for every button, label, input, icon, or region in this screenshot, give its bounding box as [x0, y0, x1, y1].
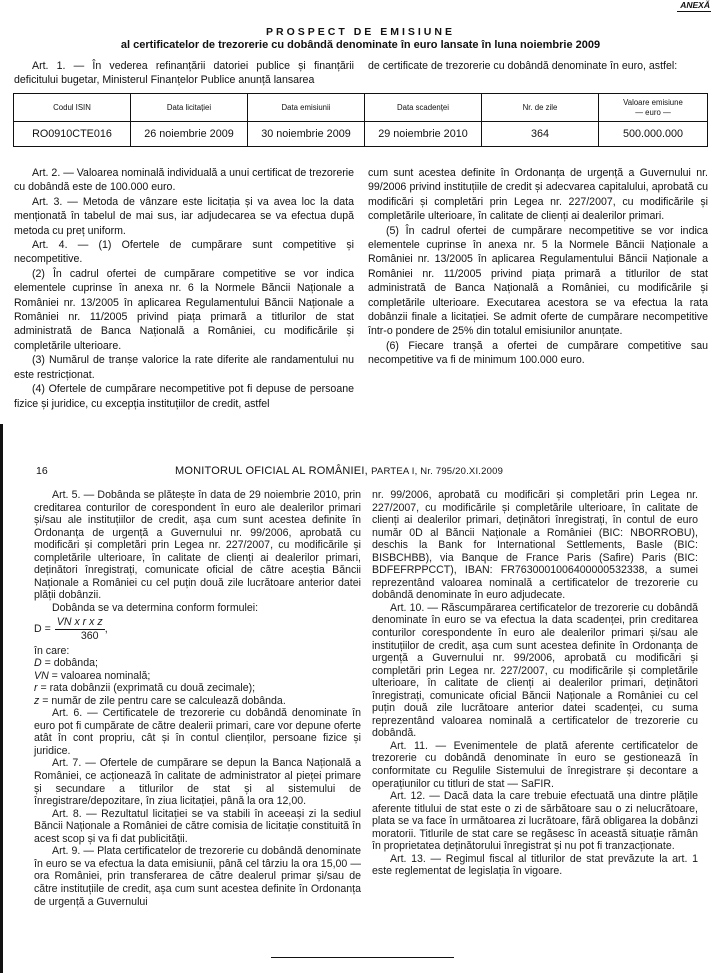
- formula-def: [34, 657, 361, 670]
- art5-paragraph: Art. 5. — Dobânda se plătește în data de 29 noiembrie 2010, prin creditarea conturilor de corespondent în euro ale dealerilor primari și/sau ale instituțiilor de credit, așa cum sunt acestea definite în Ordonanța de urgență a Guvernului nr. 99/2006, aprobată cu modificări și completări prin Legea nr. 227/2007, cu modificările și completările ulterioare, în calitate de clienți ai dealerilor primari, deținători înregistrați, comunicate oficial de către aceștia Băncii Naționale a României cu cel puțin două zile lucrătoare anterior datei plății dobânzii.: [34, 489, 361, 602]
- cell-issue-value: 500.000.000: [599, 122, 708, 147]
- formula-intro: Dobânda se va determina conform formulei:: [52, 601, 259, 614]
- cell-isin: RO0910CTE016: [14, 122, 131, 147]
- def-text: = rata dobânzii (exprimată cu două zecimale);: [37, 682, 256, 695]
- art13-paragraph: Art. 13. — Regimul fiscal al titlurilor de stat prevăzute la art. 1 este reglementat de legislația în vigoare.: [372, 852, 698, 878]
- articles-5-9-column: [34, 489, 361, 908]
- col-header-issue-value-line: Valoare emisiune: [623, 97, 683, 107]
- art10-paragraph: Art. 10. — Răscumpărarea certificatelor de trezorerie cu dobândă denominate în euro se va efectua la data scadenței, prin creditarea conturilor corespondente în euro ale dealerilor primari și/sau ale instituțiilor de credit, așa cum sunt acestea definite în Ordonanța de urgență a Guvernului nr. 99/2006, aprobată cu modificări și completări prin Legea nr. 227/2007, cu modificările și completările ulterioare, în calitate de clienți ai dealerilor primari, deținători înregistrați, comunicate oficial Băncii Naționale a României cu cel puțin două zile lucrătoare anterior datei scadenței, cu suma reprezentând valoarea nominală a certificatelor de trezorerie cu dobândă.: [372, 601, 698, 740]
- art12-paragraph: Art. 12. — Dacă data la care trebuie efectuată una dintre plățile aferente titlului de stat este o zi de sărbătoare sau o zi nelucrătoare, plata se va face în următoarea zi lucrătoare, fără obligarea la dobânzi moratorii. Titlurile de stat care se regăsesc în această situație rămân în proprietatea deținătorului înregistrat și nu pot fi tranzacționate.: [372, 790, 698, 853]
- articles-4-continued-column: [368, 166, 708, 368]
- left-margin-rule: [0, 424, 3, 973]
- art4-2-paragraph: (2) În cadrul ofertei de cumpărare competitive se vor indica elementele cuprinse în anexa nr. 6 la Normele Băncii Naționale a României nr. 13/2005 în aplicarea Regulamentului Băncii Naționale a României nr. 11/2005 privind piața primară a titlurilor de stat administrată de Banca Națională a României, cu modificările și completările ulterioare.: [14, 267, 354, 352]
- formula-numerator: VN x r x z: [56, 616, 103, 629]
- col-header-issue-date: Data emisiunii: [248, 94, 365, 122]
- art1-continuation: de certificate de trezorerie cu dobândă denominate în euro, astfel:: [368, 60, 678, 72]
- cell-issue-date: 30 noiembrie 2009: [248, 122, 365, 147]
- journal-issue: PARTEA I, Nr. 795/20.XI.2009: [371, 466, 504, 477]
- issue-table: [13, 93, 708, 147]
- def-text: = număr de zile pentru care se calculează dobânda.: [39, 694, 286, 707]
- art1-text: Art. 1. — În vederea refinanțării datoriei publice și finanțării deficitului bugetar, Ministerul Finanțelor Publice anunță lansarea: [14, 60, 354, 87]
- art1-left-column: [14, 59, 354, 88]
- art3-paragraph: Art. 3. — Metoda de vânzare este licitația și va avea loc la data menționată în tabelul de mai sus, iar adjudecarea se va efectua după metoda cu preț uniform.: [14, 195, 354, 237]
- annex-label: ANEXĂ: [677, 0, 711, 12]
- art7-paragraph: Art. 7. — Ofertele de cumpărare se depun la Banca Națională a României, ce acționează în calitate de administrator al pieței primare și secundare a titlurilor de stat și al sistemului de înregistrare/depozitare, în ziua licitației, până la ora 12,00.: [34, 757, 361, 808]
- art4-4-paragraph: (4) Ofertele de cumpărare necompetitive pot fi depuse de persoane fizice și juridice, cu excepția instituțiilor de credit, astfel: [14, 383, 354, 410]
- def-symbol: VN: [34, 669, 49, 682]
- page-number: 16: [36, 465, 48, 477]
- end-rule: [271, 957, 454, 958]
- art2-paragraph: Art. 2. — Valoarea nominală individuală a unui certificat de trezorerie cu dobândă este de 100.000 euro.: [14, 167, 354, 194]
- def-symbol: D: [34, 657, 42, 670]
- art4-4-continuation: cum sunt acestea definite în Ordonanța de urgență a Guvernului nr. 99/2006 privind instituțiile de credit și adecvarea capitalului, aprobată cu modificări și completări prin Legea nr. 227/2007, cu modificările și completările ulterioare, în calitate de clienți ai dealerilor primari.: [368, 167, 708, 223]
- def-symbol: r: [34, 682, 38, 695]
- col-header-days: Nr. de zile: [482, 94, 599, 122]
- formula-comma: ,: [104, 623, 108, 636]
- col-header-isin: Codul ISIN: [14, 94, 131, 122]
- def-symbol: z: [34, 694, 40, 707]
- formula-fraction: [55, 616, 105, 642]
- art8-paragraph: Art. 8. — Rezultatul licitației se va stabili în aceeași zi la sediul Băncii Naționale a României de către comisia de licitație constituită în acest scop și va fi dat publicității.: [34, 807, 361, 845]
- cell-auction-date: 26 noiembrie 2009: [131, 122, 248, 147]
- articles-9-13-column: [372, 489, 698, 878]
- art11-paragraph: Art. 11. — Evenimentele de plată aferente certificatelor de trezorerie cu dobândă denominate în euro se gestionează în conformitate cu Regulile Sistemului de înregistrare și decontare a operațiunilor cu titluri de stat — SaFIR.: [372, 739, 698, 790]
- formula-def: [34, 695, 361, 708]
- art9-continuation: nr. 99/2006, aprobată cu modificări și completări prin Legea nr. 227/2007, cu modificările și completările ulterioare, în calitate de clienți ai dealerilor primari, deținători înregistrați, în contul de euro număr 0D al Băncii Naționale a României (BIC: NBORROBU), deschis la Bank for International Settlements, Basle (BIC: BISBCHBB), via Banque de France Paris (Safire) Paris (BIC: BDFEFRPPCCT), IBAN: FR7630001006400000532338, a sumei reprezentând valoarea nominală a certificatelor de trezorerie cu dobândă denominate în euro adjudecate.: [372, 489, 698, 602]
- col-header-issue-value: [599, 94, 708, 122]
- journal-header: [175, 465, 503, 477]
- art4-1-paragraph: Art. 4. — (1) Ofertele de cumpărare sunt competitive și necompetitive.: [14, 239, 354, 266]
- table-header-row: [14, 94, 708, 122]
- journal-name: MONITORUL OFICIAL AL ROMÂNIEI,: [175, 465, 368, 477]
- formula-def: [34, 670, 361, 683]
- cell-days: 364: [482, 122, 599, 147]
- formula-lhs: D =: [34, 623, 51, 636]
- def-text: = dobânda;: [41, 657, 98, 670]
- interest-formula: [34, 616, 361, 642]
- table-row: [14, 122, 708, 147]
- art4-3-paragraph: (3) Numărul de tranșe valorice la rate diferite ale randamentului nu este restricționat.: [14, 354, 354, 381]
- prospect-subtitle: al certificatelor de trezorerie cu dobândă denominate în euro lansate în luna noiembrie 2009: [120, 39, 601, 51]
- formula-denominator: 360: [80, 630, 99, 643]
- cell-maturity-date: 29 noiembrie 2010: [365, 122, 482, 147]
- formula-def: [34, 682, 361, 695]
- col-header-issue-value-line: — euro —: [635, 107, 671, 117]
- formula-where: în care:: [34, 644, 70, 657]
- prospect-title: PROSPECT DE EMISIUNE: [266, 26, 455, 38]
- col-header-maturity-date: Data scadenței: [365, 94, 482, 122]
- def-text: = valoarea nominală;: [48, 669, 151, 682]
- art4-6-paragraph: (6) Fiecare tranșă a ofertei de cumpărare competitive sau necompetitive va fi de minimum 100.000 euro.: [368, 339, 708, 367]
- articles-2-4-column: [14, 166, 354, 411]
- art4-5-paragraph: (5) În cadrul ofertei de cumpărare necompetitive se vor indica elementele cuprinse în anexa nr. 5 la Normele Băncii Naționale a României nr. 13/2005 în aplicarea Regulamentului Băncii Naționale a României nr. 11/2005 privind piața primară a titlurilor de stat administrată de Banca Națională a României, cu modificările și completările ulterioare. Executarea acestora se va efectua la rata dobânzii finale a licitației. Se admit oferte de cumpărare necompetitive într-o pondere de 25% din totalul emisiunilor anunțate.: [368, 224, 708, 338]
- art1-right-column: [368, 59, 708, 73]
- art6-paragraph: Art. 6. — Certificatele de trezorerie cu dobândă denominate în euro pot fi cumpărate de către dealerii primari, care vor depune oferte atât în cont propriu, cât și în contul clienților, persoane fizice și juridice.: [34, 707, 361, 757]
- col-header-auction-date: Data licitației: [131, 94, 248, 122]
- art9-paragraph: Art. 9. — Plata certificatelor de trezorerie cu dobândă denominate în euro se va efectua la data emisiunii, până cel târziu la ora 15,00 — ora României, prin transferarea de către dealerul primar și/sau de către instituțiile de credit, așa cum sunt acestea definite în Ordonanța de urgență a Guvernului: [34, 845, 361, 908]
